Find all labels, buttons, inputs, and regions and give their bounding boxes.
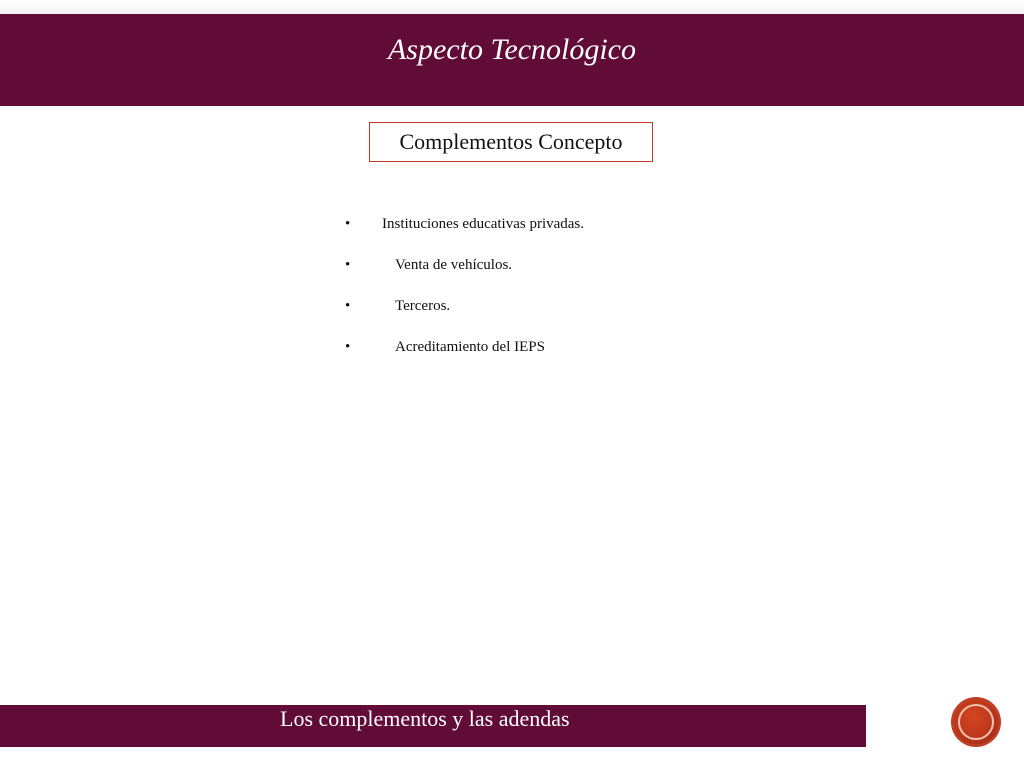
bullet-text: Venta de vehículos.	[395, 257, 513, 273]
bullet-dot: •	[345, 216, 351, 232]
bullet-dot: •	[345, 257, 351, 273]
bullet-text: Instituciones educativas privadas.	[382, 216, 585, 232]
bullet-dot: •	[345, 339, 351, 355]
top-shadow	[0, 0, 1024, 14]
bullet-text: Terceros.	[395, 298, 451, 314]
bullet-dot: •	[345, 298, 351, 314]
footer-text: Los complementos y las adendas	[280, 706, 570, 731]
circle-badge-icon	[953, 699, 999, 745]
slide-title: Aspecto Tecnológico	[387, 33, 636, 66]
bullet-text: Acreditamiento del IEPS	[395, 339, 545, 355]
circle-badge-ring	[958, 704, 994, 740]
subtitle-text: Complementos Concepto	[399, 129, 623, 154]
subtitle-box	[369, 122, 653, 162]
